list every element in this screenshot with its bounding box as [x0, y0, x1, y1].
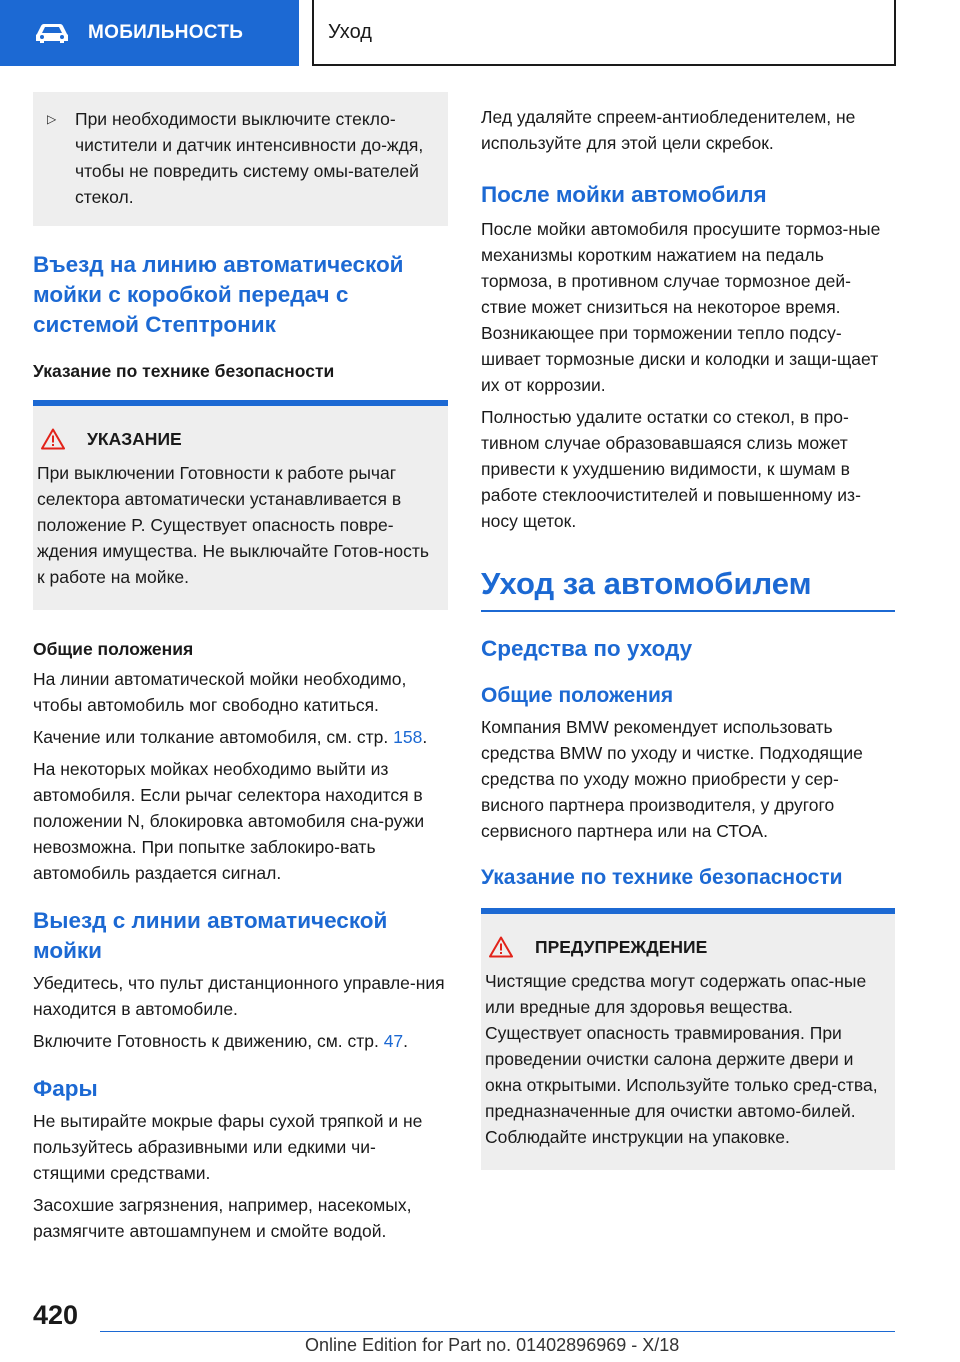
- bullet-note: [33, 92, 448, 226]
- footer-divider: [100, 1331, 895, 1332]
- left-column: [33, 92, 448, 1244]
- paragraph: Полностью удалите остатки со стекол, в про-тивном случае образовавшаяся слизь может привести к ухудшению видимости, к шумам в работе стеклоочистителей и повышенному из-носу щеток.: [481, 407, 861, 531]
- heading-vehicle-care: Уход за автомобилем: [481, 564, 895, 612]
- notice-title-row: [41, 428, 434, 450]
- right-column: [481, 104, 895, 1170]
- paragraph: Компания BMW рекомендует использовать средства BMW по уходу и чистке. Подходящие средства по уходу можно приобрести у сер-висного партнера производителя, у другого сервисного партнера или на СТОА.: [481, 717, 863, 841]
- page-link-158[interactable]: 158: [393, 727, 423, 747]
- heading-car-wash-entry: Въезд на линию автоматической мойки с коробкой передач с системой Стептроник: [33, 252, 404, 337]
- chapter-tab: [0, 0, 299, 66]
- paragraph: Убедитесь, что пульт дистанционного управле-ния находится в автомобиле.: [33, 973, 445, 1019]
- paragraph-text: .: [422, 727, 428, 747]
- paragraph: На некоторых мойках необходимо выйти из автомобиля. Если рычаг селектора находится в положении N, блокировка автомобиля сна-ружи невозможна. При попытке заблокиро-вать автомобиль раздается сигнал.: [33, 759, 425, 883]
- warning-title-row: [489, 936, 881, 958]
- warning-triangle-icon: [41, 428, 65, 450]
- warning-title: ПРЕДУПРЕЖДЕНИЕ: [535, 936, 708, 957]
- heading-headlights: Фары: [33, 1076, 98, 1101]
- bullet-text: При необходимости выключите стекло-чистители и датчик интенсивности до-ждя, чтобы не повредить систему омы-вателей стекол.: [75, 109, 424, 207]
- notice-body: При выключении Готовности к работе рычаг селектора автоматически устанавливается в положение P. Существует опасность повре-ждения имущества. Не выключайте Готов-ность к работе на мойке.: [37, 463, 429, 587]
- paragraph: Засохшие загрязнения, например, насекомых, размягчите автошампунем и смойте водой.: [33, 1195, 412, 1241]
- warning-triangle-icon: [489, 936, 513, 958]
- edition-note: Online Edition for Part no. 01402896969 - X/18: [305, 1335, 680, 1355]
- paragraph: На линии автоматической мойки необходимо, чтобы автомобиль мог свободно катиться.: [33, 669, 407, 715]
- page-link-47[interactable]: 47: [383, 1031, 404, 1051]
- section-title: Уход: [312, 0, 896, 66]
- heading-general: Общие положения: [33, 639, 194, 659]
- paragraph: [33, 1028, 448, 1054]
- heading-safety-note: Указание по технике безопасности: [481, 866, 843, 889]
- warning-body: Чистящие средства могут содержать опас-ные или вредные для здоровья вещества. Существует опасность травмирования. При проведении очистки салона держите двери и окна открытыми. Используйте только сред-ства, предназначенные для очистки автомо-билей. Соблюдайте инструкции на упаковке.: [485, 971, 878, 1147]
- heading-car-wash-exit: Выезд с линии автоматической мойки: [33, 908, 388, 963]
- notice-title: УКАЗАНИЕ: [87, 428, 182, 449]
- heading-after-wash: После мойки автомобиля: [481, 182, 767, 207]
- heading-safety-note: Указание по технике безопасности: [33, 361, 335, 381]
- paragraph: После мойки автомобиля просушите тормоз-ные механизмы коротким нажатием на педаль тормоза, в противном случае тормозное дей-ствие может снизиться на некоторое время. Возникающее при торможении тепло подсу-шивает тормозные диски и колодки и защи-щает их от коррозии.: [481, 219, 881, 395]
- notice-box: [33, 400, 448, 610]
- bullet-triangle-icon: ▷: [47, 112, 57, 126]
- paragraph: [33, 724, 448, 750]
- heading-care-products: Средства по уходу: [481, 636, 693, 661]
- chapter-title: МОБИЛЬНОСТЬ: [88, 22, 244, 43]
- warning-box: [481, 908, 895, 1170]
- heading-general: Общие положения: [481, 684, 674, 707]
- paragraph: Лед удаляйте спреем-антиобледенителем, не используйте для этой цели скребок.: [481, 107, 856, 153]
- paragraph-text: Качение или толкание автомобиля, см. стр.: [33, 727, 394, 747]
- page-number: 420: [33, 1300, 79, 1330]
- paragraph-text: Включите Готовность к движению, см. стр.: [33, 1031, 384, 1051]
- paragraph-text: .: [403, 1031, 409, 1051]
- car-icon: [34, 22, 70, 44]
- paragraph: Не вытирайте мокрые фары сухой тряпкой и не пользуйтесь абразивными или едкими чи-стящими средствами.: [33, 1111, 423, 1183]
